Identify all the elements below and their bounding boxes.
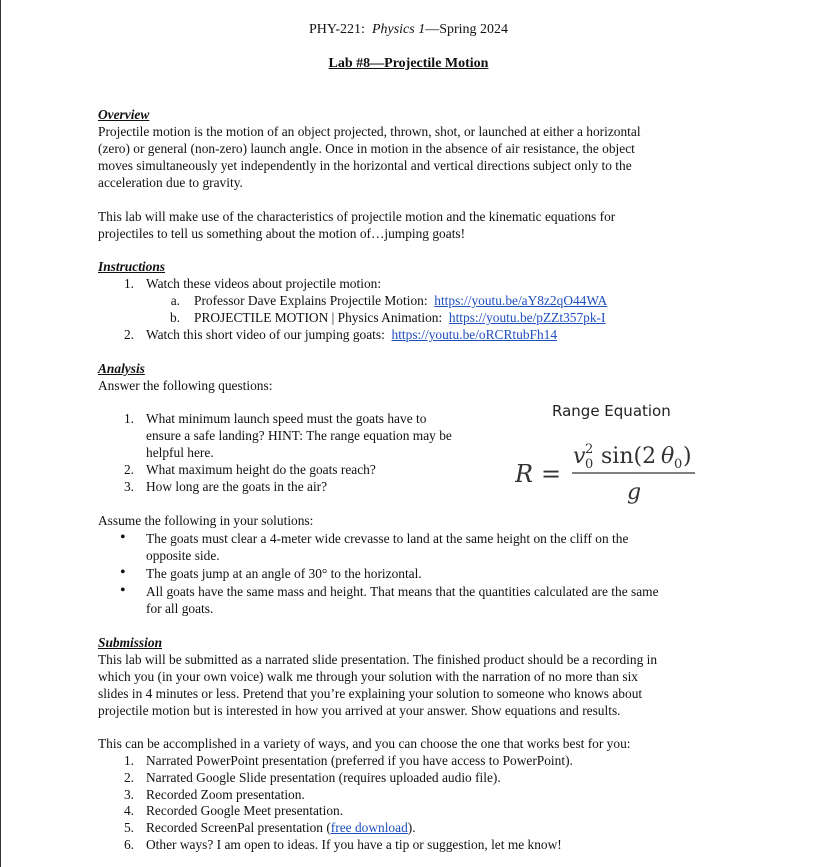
overview-section	[98, 106, 723, 242]
video-link-professor-dave[interactable]: https://youtu.be/aY8z2qO44WA	[434, 293, 608, 308]
course-code: PHY-221:	[308, 22, 365, 37]
overview-line: moves simultaneously yet independently in the horizontal and vertical directions subject only to the	[98, 158, 632, 173]
course-name: Physics 1	[371, 22, 426, 37]
question-text: What minimum launch speed must the goats have to	[146, 411, 427, 426]
submission-intro: This can be accomplished in a variety of ways, and you can choose the one that works best for you:	[98, 736, 631, 751]
list-text: Watch these videos about projectile motion:	[146, 276, 382, 291]
course-header	[1, 21, 815, 38]
option-text: Recorded Zoom presentation.	[146, 787, 305, 802]
range-equation-image	[515, 437, 705, 516]
range-equation-formula	[515, 437, 705, 512]
submission-paragraph	[98, 651, 738, 719]
svg-text:g: g	[627, 480, 642, 505]
list-number: 3.	[123, 787, 134, 802]
submission-line: projectile motion but is interested in how you arrived at your answer. Show equations and results.	[98, 703, 621, 718]
list-number: 1.	[123, 753, 134, 768]
overview-line: Projectile motion is the motion of an object projected, thrown, shot, or launched at either a horizontal	[98, 124, 641, 139]
submission-line: This lab will be submitted as a narrated slide presentation. The finished product should be a recording in	[98, 652, 658, 667]
list-text: Watch this short video of our jumping goats:	[146, 327, 385, 342]
submission-heading: Submission	[98, 635, 163, 650]
option-text: Narrated PowerPoint presentation (preferred if you have access to PowerPoint).	[146, 753, 573, 768]
overview-line: (zero) or general (non-zero) launch angle. Once in motion in the absence of air resistance, the object	[98, 141, 635, 156]
bullet-icon: •	[120, 564, 126, 581]
question-text: What maximum height do the goats reach?	[146, 462, 376, 477]
list-text: Professor Dave Explains Projectile Motion:	[194, 293, 428, 308]
lab-title: Lab #8—Projectile Motion	[328, 56, 489, 71]
question-text: helpful here.	[146, 445, 214, 460]
list-letter: b.	[169, 310, 180, 325]
list-number: 2.	[123, 327, 134, 342]
overview-line: This lab will make use of the characteristics of projectile motion and the kinematic equations for	[98, 209, 616, 224]
range-equation-title: Range Equation	[552, 402, 671, 420]
option-text: ).	[407, 820, 416, 835]
svg-text:sin(2: sin(2	[601, 444, 657, 469]
instructions-heading-text: Instructions	[98, 259, 165, 274]
analysis-heading: Analysis	[98, 361, 145, 376]
assumption-text: The goats jump at an angle of 30° to the horizontal.	[146, 566, 422, 581]
svg-text:2: 2	[585, 442, 594, 457]
list-number: 4.	[123, 803, 134, 818]
list-number: 1.	[123, 276, 134, 291]
overview-line: acceleration due to gravity.	[98, 175, 243, 190]
video-link-goats[interactable]: https://youtu.be/oRCRtubFh14	[391, 327, 558, 342]
bullet-icon: •	[120, 582, 126, 599]
option-text: Recorded Google Meet presentation.	[146, 803, 344, 818]
option-text: Other ways? I am open to ideas. If you have a tip or suggestion, let me know!	[146, 837, 562, 852]
svg-text:0: 0	[585, 457, 594, 472]
overview-heading: Overview	[98, 107, 150, 122]
assumption-text: All goats have the same mass and height. That means that the quantities calculated are the same	[146, 584, 659, 599]
video-link-animation[interactable]: https://youtu.be/pZZt357pk-I	[448, 310, 606, 325]
svg-text:=: =	[541, 460, 562, 488]
assumption-text: The goats must clear a 4-meter wide crevasse to land at the same height on the cliff on the	[146, 531, 629, 546]
question-text: How long are the goats in the air?	[146, 479, 328, 494]
submission-line: which you (in your own voice) walk me through your solution with the narration of no more than six	[98, 669, 638, 684]
svg-text:): )	[683, 444, 692, 469]
assumption-text: for all goats.	[146, 601, 214, 616]
svg-text:θ: θ	[661, 444, 675, 469]
list-number: 2.	[123, 462, 134, 477]
assumption-text: opposite side.	[146, 548, 220, 563]
option-text: Narrated Google Slide presentation (requires uploaded audio file).	[146, 770, 501, 785]
list-letter: a.	[170, 293, 180, 308]
course-term: —Spring 2024	[425, 22, 509, 37]
question-text: ensure a safe landing? HINT: The range equation may be	[146, 428, 452, 443]
bullet-icon: •	[120, 529, 126, 546]
list-text: PROJECTILE MOTION | Physics Animation:	[194, 310, 443, 325]
submission-line: slides in 4 minutes or less. Pretend that you’re explaining your solution to someone who knows about	[98, 686, 643, 701]
list-number: 5.	[123, 820, 134, 835]
list-number: 1.	[123, 411, 134, 426]
analysis-intro: Answer the following questions:	[98, 378, 273, 393]
svg-text:v: v	[573, 444, 586, 469]
svg-text:0: 0	[674, 457, 683, 472]
overview-line: projectiles to tell us something about the motion of…jumping goats!	[98, 226, 466, 241]
assumptions-intro: Assume the following in your solutions:	[98, 513, 314, 528]
free-download-link[interactable]: free download	[330, 820, 408, 835]
list-number: 3.	[123, 479, 134, 494]
svg-text:R: R	[515, 460, 534, 488]
list-number: 6.	[123, 837, 134, 852]
list-number: 2.	[123, 770, 134, 785]
option-text: Recorded ScreenPal presentation (	[146, 820, 331, 835]
